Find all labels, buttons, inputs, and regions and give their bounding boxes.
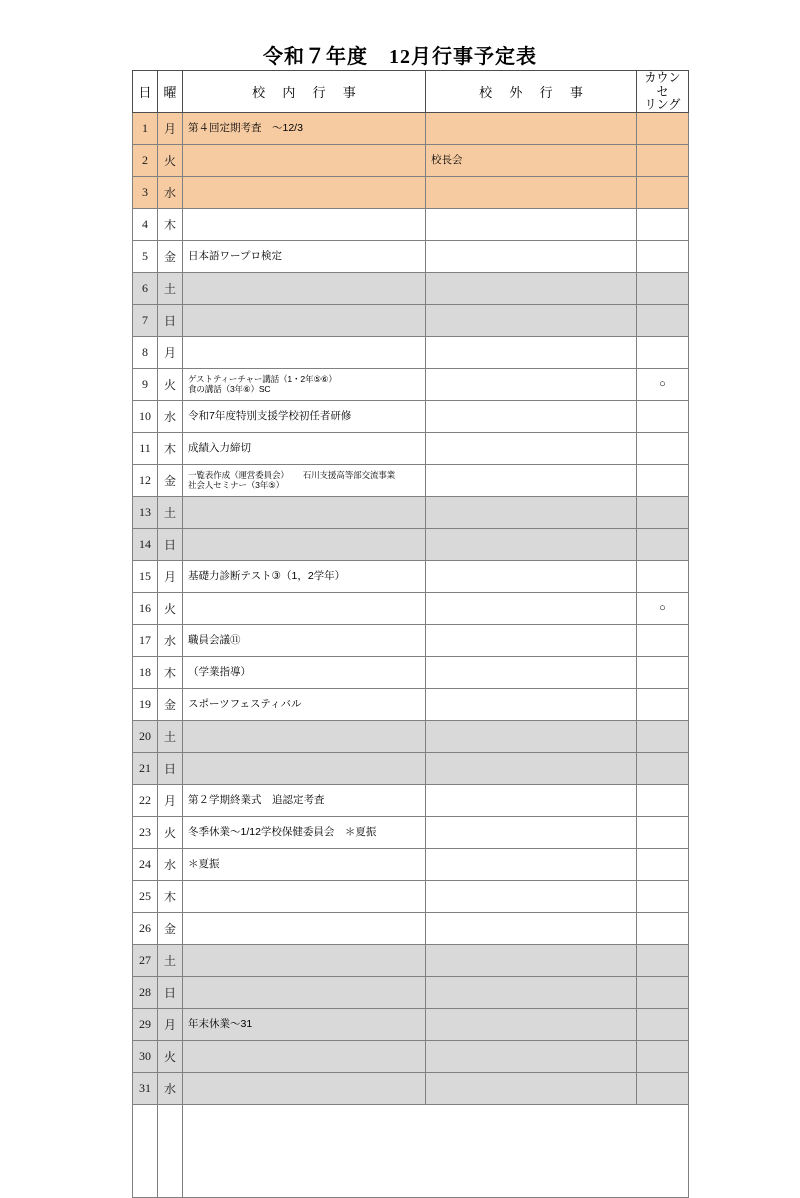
day-number-cell: 14 <box>133 528 158 560</box>
school-event-cell <box>183 144 426 176</box>
day-number-cell: 19 <box>133 688 158 720</box>
counseling-cell <box>637 432 689 464</box>
day-number-cell: 30 <box>133 1040 158 1072</box>
day-of-week-cell: 金 <box>158 240 183 272</box>
counseling-label-line2: リング <box>644 97 681 113</box>
outside-event-cell <box>426 176 637 208</box>
outside-event-cell <box>426 560 637 592</box>
day-number-cell: 23 <box>133 816 158 848</box>
table-row <box>133 304 689 336</box>
header-row <box>133 71 689 113</box>
day-number-cell: 22 <box>133 784 158 816</box>
table-row <box>133 400 689 432</box>
footer-row <box>133 1104 689 1197</box>
school-event-cell <box>183 720 426 752</box>
day-of-week-cell: 水 <box>158 848 183 880</box>
school-event-cell <box>183 528 426 560</box>
school-event-cell <box>183 208 426 240</box>
table-row <box>133 944 689 976</box>
outside-event-cell <box>426 336 637 368</box>
monthly-schedule-table <box>132 70 689 1198</box>
day-number-cell: 29 <box>133 1008 158 1040</box>
counseling-cell <box>637 816 689 848</box>
school-event-cell <box>183 336 426 368</box>
day-of-week-cell: 水 <box>158 1072 183 1104</box>
table-row <box>133 272 689 304</box>
table-row <box>133 432 689 464</box>
outside-event-cell: 校長会 <box>426 144 637 176</box>
table-row <box>133 976 689 1008</box>
day-of-week-cell: 土 <box>158 496 183 528</box>
table-row <box>133 1008 689 1040</box>
day-of-week-cell: 水 <box>158 176 183 208</box>
school-event-line-1: ゲストティーチャー講話（1・2年⑤⑥） <box>188 373 337 384</box>
day-number-cell: 31 <box>133 1072 158 1104</box>
school-event-cell: 成績入力締切 <box>183 432 426 464</box>
school-event-cell <box>183 304 426 336</box>
counseling-cell <box>637 624 689 656</box>
day-of-week-cell: 土 <box>158 944 183 976</box>
outside-event-cell <box>426 752 637 784</box>
counseling-label-line1: カウンセ <box>644 70 681 99</box>
day-of-week-cell: 水 <box>158 624 183 656</box>
counseling-cell <box>637 560 689 592</box>
counseling-cell <box>637 1008 689 1040</box>
school-event-cell <box>183 1072 426 1104</box>
counseling-cell <box>637 848 689 880</box>
day-number-cell: 2 <box>133 144 158 176</box>
school-event-cell: 令和7年度特別支援学校初任者研修 <box>183 400 426 432</box>
outside-event-cell <box>426 912 637 944</box>
school-event-cell: 第４回定期考査 ～12/3 <box>183 112 426 144</box>
day-number-cell: 18 <box>133 656 158 688</box>
outside-event-cell <box>426 880 637 912</box>
table-row <box>133 624 689 656</box>
day-of-week-cell: 日 <box>158 528 183 560</box>
day-of-week-cell: 金 <box>158 912 183 944</box>
column-header-outside-events: 校 外 行 事 <box>426 71 637 113</box>
day-number-cell: 21 <box>133 752 158 784</box>
outside-event-cell <box>426 208 637 240</box>
school-event-cell: （学業指導） <box>183 656 426 688</box>
outside-event-cell <box>426 496 637 528</box>
school-event-cell <box>183 976 426 1008</box>
day-number-cell: 16 <box>133 592 158 624</box>
table-row <box>133 144 689 176</box>
school-event-cell <box>183 912 426 944</box>
table-row <box>133 688 689 720</box>
day-of-week-cell: 木 <box>158 208 183 240</box>
school-event-cell <box>183 880 426 912</box>
day-number-cell: 27 <box>133 944 158 976</box>
table-row <box>133 208 689 240</box>
counseling-cell <box>637 368 689 400</box>
day-number-cell: 4 <box>133 208 158 240</box>
day-number-cell: 24 <box>133 848 158 880</box>
day-of-week-cell: 金 <box>158 688 183 720</box>
school-event-cell: スポーツフェスティバル <box>183 688 426 720</box>
school-event-line-2: 社会人セミナー（3年⑤） <box>188 480 285 491</box>
outside-event-cell <box>426 624 637 656</box>
outside-event-cell <box>426 112 637 144</box>
counseling-cell <box>637 752 689 784</box>
school-event-cell <box>183 592 426 624</box>
day-number-cell: 6 <box>133 272 158 304</box>
counseling-mark: ○ <box>659 602 666 615</box>
table-row <box>133 912 689 944</box>
school-event-cell <box>183 944 426 976</box>
table-row <box>133 720 689 752</box>
school-event-cell <box>183 752 426 784</box>
outside-event-cell <box>426 592 637 624</box>
column-header-counseling <box>637 71 689 113</box>
day-number-cell: 1 <box>133 112 158 144</box>
counseling-cell <box>637 720 689 752</box>
school-event-cell: 日本語ワープロ検定 <box>183 240 426 272</box>
outside-event-cell <box>426 944 637 976</box>
outside-event-cell <box>426 368 637 400</box>
outside-event-cell <box>426 720 637 752</box>
counseling-cell <box>637 592 689 624</box>
counseling-cell <box>637 144 689 176</box>
table-row <box>133 784 689 816</box>
day-of-week-cell: 土 <box>158 720 183 752</box>
school-event-cell: 年末休業～31 <box>183 1008 426 1040</box>
day-of-week-cell: 日 <box>158 976 183 1008</box>
counseling-cell <box>637 112 689 144</box>
day-of-week-cell: 月 <box>158 784 183 816</box>
counseling-cell <box>637 784 689 816</box>
outside-event-cell <box>426 432 637 464</box>
outside-event-cell <box>426 1008 637 1040</box>
day-of-week-cell: 日 <box>158 304 183 336</box>
counseling-cell <box>637 912 689 944</box>
outside-event-cell <box>426 656 637 688</box>
counseling-cell <box>637 976 689 1008</box>
day-of-week-cell: 火 <box>158 1040 183 1072</box>
school-event-cell: 基礎力診断テスト③（1，2学年） <box>183 560 426 592</box>
counseling-cell <box>637 1072 689 1104</box>
table-row <box>133 1072 689 1104</box>
day-of-week-cell: 月 <box>158 1008 183 1040</box>
school-event-cell <box>183 176 426 208</box>
school-event-cell <box>183 1040 426 1072</box>
counseling-cell <box>637 880 689 912</box>
day-of-week-cell: 月 <box>158 112 183 144</box>
table-row <box>133 112 689 144</box>
school-event-cell: 冬季休業～1/12学校保健委員会 ＊夏振 <box>183 816 426 848</box>
counseling-cell <box>637 176 689 208</box>
day-of-week-cell: 木 <box>158 656 183 688</box>
school-event-cell <box>183 272 426 304</box>
outside-event-cell <box>426 528 637 560</box>
school-event-cell <box>183 496 426 528</box>
footer-day-cell <box>133 1104 158 1197</box>
school-event-line-1b: 石川支援高等部交流事業 <box>302 469 396 480</box>
counseling-cell <box>637 528 689 560</box>
outside-event-cell <box>426 304 637 336</box>
counseling-cell <box>637 688 689 720</box>
day-of-week-cell: 火 <box>158 368 183 400</box>
school-event-line-2: 食の講話（3年⑥）SC <box>188 384 271 395</box>
counseling-cell <box>637 304 689 336</box>
table-row <box>133 240 689 272</box>
outside-event-cell <box>426 688 637 720</box>
counseling-cell <box>637 208 689 240</box>
day-number-cell: 10 <box>133 400 158 432</box>
outside-event-cell <box>426 240 637 272</box>
day-of-week-cell: 水 <box>158 400 183 432</box>
day-of-week-cell: 月 <box>158 560 183 592</box>
day-of-week-cell: 木 <box>158 880 183 912</box>
day-number-cell: 8 <box>133 336 158 368</box>
day-number-cell: 13 <box>133 496 158 528</box>
school-event-cell <box>183 368 426 400</box>
outside-event-cell <box>426 1072 637 1104</box>
column-header-day: 日 <box>133 71 158 113</box>
day-of-week-cell: 火 <box>158 816 183 848</box>
day-number-cell: 7 <box>133 304 158 336</box>
day-number-cell: 11 <box>133 432 158 464</box>
table-row <box>133 1040 689 1072</box>
column-header-school-events: 校 内 行 事 <box>183 71 426 113</box>
outside-event-cell <box>426 784 637 816</box>
counseling-mark: ○ <box>659 378 666 391</box>
day-number-cell: 12 <box>133 464 158 496</box>
outside-event-cell <box>426 400 637 432</box>
day-of-week-cell: 金 <box>158 464 183 496</box>
table-row <box>133 496 689 528</box>
page-title: 令和７年度 12月行事予定表 <box>263 46 537 68</box>
counseling-cell <box>637 656 689 688</box>
day-of-week-cell: 火 <box>158 592 183 624</box>
counseling-cell <box>637 240 689 272</box>
school-event-cell: 職員会議⑪ <box>183 624 426 656</box>
day-of-week-cell: 日 <box>158 752 183 784</box>
school-event-cell <box>183 464 426 496</box>
table-row <box>133 656 689 688</box>
day-number-cell: 17 <box>133 624 158 656</box>
footer-dow-cell <box>158 1104 183 1197</box>
schedule-table-container <box>132 70 688 1198</box>
table-row <box>133 816 689 848</box>
counseling-cell <box>637 1040 689 1072</box>
counseling-cell <box>637 272 689 304</box>
school-event-cell: ＊夏振 <box>183 848 426 880</box>
footer-notes-cell <box>183 1104 689 1197</box>
counseling-cell <box>637 944 689 976</box>
outside-event-cell <box>426 848 637 880</box>
counseling-cell <box>637 336 689 368</box>
day-number-cell: 3 <box>133 176 158 208</box>
table-row <box>133 560 689 592</box>
day-of-week-cell: 木 <box>158 432 183 464</box>
outside-event-cell <box>426 1040 637 1072</box>
outside-event-cell <box>426 464 637 496</box>
table-row <box>133 336 689 368</box>
day-number-cell: 9 <box>133 368 158 400</box>
table-header <box>133 71 689 113</box>
counseling-cell <box>637 464 689 496</box>
column-header-day-of-week: 曜 <box>158 71 183 113</box>
counseling-cell <box>637 400 689 432</box>
school-event-line-1: 一覧表作成（運営委員会） 石川支援高等部交流事業 <box>188 469 396 480</box>
outside-event-cell <box>426 976 637 1008</box>
day-number-cell: 5 <box>133 240 158 272</box>
table-row <box>133 592 689 624</box>
day-number-cell: 20 <box>133 720 158 752</box>
table-row <box>133 464 689 496</box>
school-event-cell: 第２学期終業式 追認定考査 <box>183 784 426 816</box>
day-number-cell: 28 <box>133 976 158 1008</box>
outside-event-cell <box>426 272 637 304</box>
table-row <box>133 176 689 208</box>
day-number-cell: 25 <box>133 880 158 912</box>
day-of-week-cell: 火 <box>158 144 183 176</box>
table-row <box>133 528 689 560</box>
day-of-week-cell: 月 <box>158 336 183 368</box>
day-number-cell: 15 <box>133 560 158 592</box>
table-row <box>133 880 689 912</box>
table-row <box>133 848 689 880</box>
day-of-week-cell: 土 <box>158 272 183 304</box>
table-row <box>133 752 689 784</box>
day-number-cell: 26 <box>133 912 158 944</box>
table-footer <box>133 1104 689 1197</box>
outside-event-cell <box>426 816 637 848</box>
table-row <box>133 368 689 400</box>
table-body <box>133 112 689 1104</box>
counseling-cell <box>637 496 689 528</box>
